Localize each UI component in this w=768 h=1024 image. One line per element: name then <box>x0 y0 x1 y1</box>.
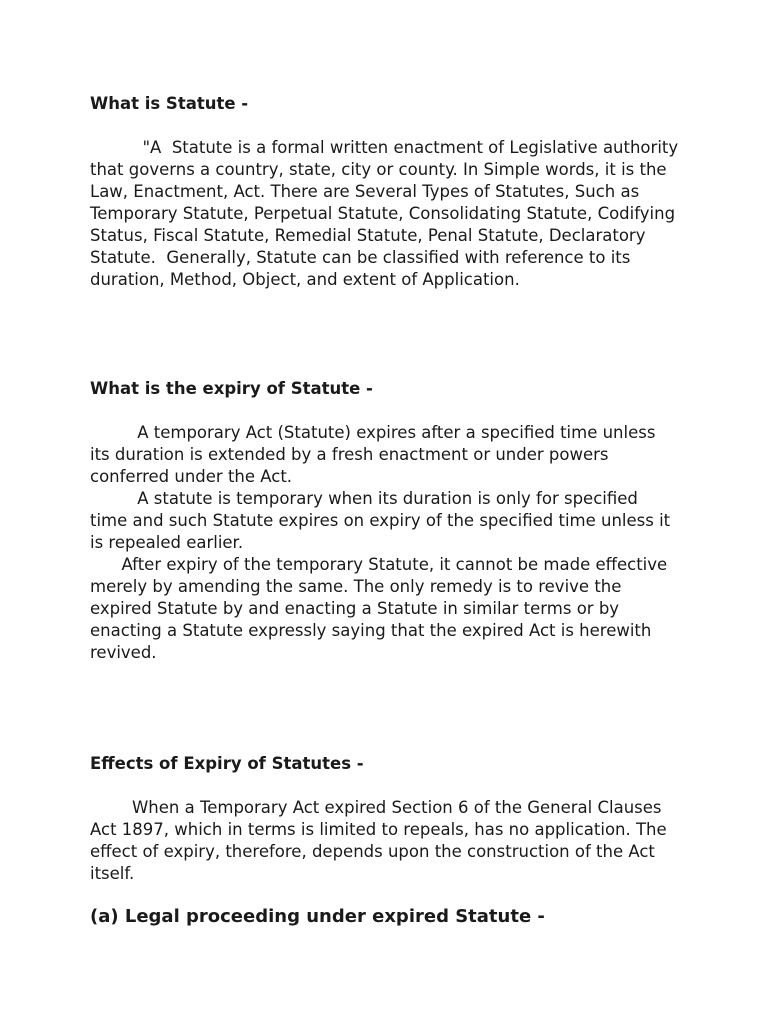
paragraph: A temporary Act (Statute) expires after a specified time unless its duration is extended by a fresh enactment or under powers conferred under the Act. <box>90 423 661 486</box>
heading-legal-proceeding: (a) Legal proceeding under expired Statute - <box>90 906 545 927</box>
paragraph: After expiry of the temporary Statute, it cannot be made effective merely by amending the same. The only remedy is to revive the expired Statute by and enacting a Statute in similar terms or by enacting a Statute expressly saying that the expired Act is herewith revived. <box>90 555 673 662</box>
heading-what-is-statute: What is Statute - <box>90 94 249 113</box>
paragraph: A statute is temporary when its duration is only for specified time and such Statute expires on expiry of the specified time unless it is repealed earlier. <box>90 489 676 552</box>
heading-expiry-of-statute: What is the expiry of Statute - <box>90 379 373 398</box>
paragraph: "A Statute is a formal written enactment of Legislative authority that governs a country, state, city or county. In Simple words, it is the Law, Enactment, Act. There are Several Types of Statutes, Such as Temporary Statute, Perpetual Statute, Consolidating Statute, Codifying Status, Fiscal Statute, Remedial Statute, Penal Statute, Declaratory Statute. Generally, Statute can be classified with reference to its duration, Method, Object, and extent of Application. <box>90 138 684 289</box>
section-expiry-of-statute-body <box>90 422 680 664</box>
heading-effects-of-expiry: Effects of Expiry of Statutes - <box>90 754 364 773</box>
section-effects-of-expiry-body <box>90 797 680 885</box>
section-what-is-statute-body <box>90 137 684 291</box>
paragraph: When a Temporary Act expired Section 6 of the General Clauses Act 1897, which in terms is limited to repeals, has no application. The effect of expiry, therefore, depends upon the construction of the Act itself. <box>90 798 672 883</box>
